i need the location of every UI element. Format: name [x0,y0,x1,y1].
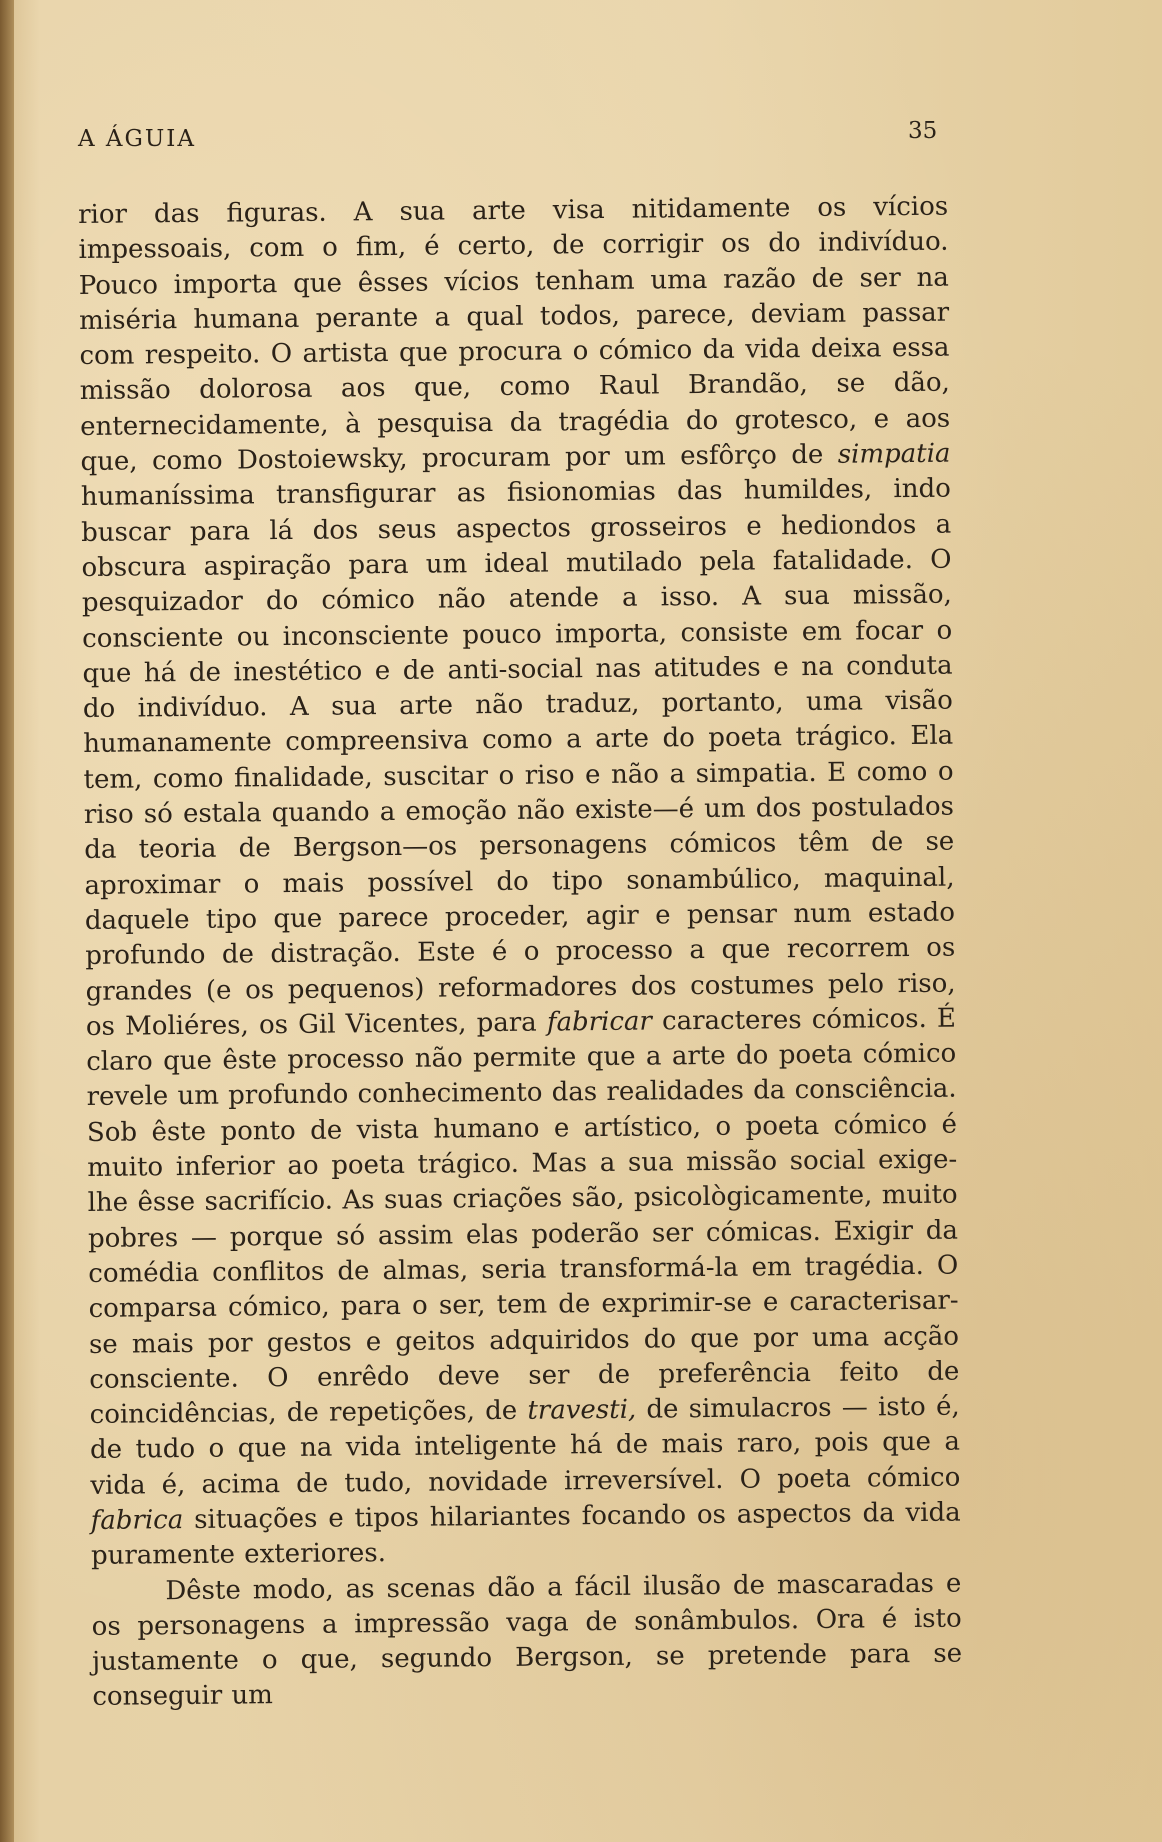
body-text [78,190,963,1716]
text-run: situações e tipos hilariantes focando os aspectos da vida puramente exteriores. [90,1497,961,1572]
text-run: humaníssima transfigurar as fisionomias das humildes, indo buscar para lá dos seus aspectos grosseiros e hediondos a obscura aspiração para um ideal mutilado pela fatalidade. O pesquizador do cómico não atende a isso. A sua missão, consciente ou inconsciente pouco importa, consiste em focar o que há de inestético e de anti-social nas atitudes e na conduta do indivíduo. A sua arte não traduz, portanto, uma visão humanamente compreensiva como a arte do poeta trágico. Ela tem, como finalidade, suscitar o riso e não a simpatia. E como o riso só estala quando a emoção não existe—é um dos postulados da teoria de Bergson—os personagens cómicos têm de se aproximar o mais possível do tipo sonambúlico, maquinal, daquele tipo que parece proceder, agir e pensar num estado profundo de distração. Este é o processo a que recorrem os grandes (e os pequenos) reformadores dos costumes pelo riso, os Moliéres, os Gil Vicentes, para [80,474,956,1042]
text-run: de simulacros — isto é, de tudo o que na vida inteligente há de mais raro, pois que a vida é, acima de tudo, novidade irreversível. O poeta cómico [89,1391,961,1501]
italic-term: fabrica [90,1505,184,1536]
text-run: rior das figuras. A sua arte visa nitidamente os vícios impessoais, com o fim, é certo, de corrigir os do indivíduo. Pouco importa que êsses vícios tenham uma razão de ser na miséria humana perante a qual todos, parece, deviam passar com respeito. O artista que procura o cómico da vida deixa essa missão dolorosa aos que, como Raul Brandão, se dão, enternecidamente, à pesquisa da tragédia do grotesco, e aos que, como Dostoiewsky, procuram por um esfôrço de [78,191,951,478]
running-title: A ÁGUIA [78,126,196,152]
italic-term: fabricar [546,1006,653,1038]
paragraph-2: Dêste modo, as scenas dão a fácil ilusão de mascaradas e os personagens a impressão vaga de sonâmbulos. Ora é isto justamente o que, segundo Bergson, se pretende para se conseguir um [91,1568,963,1713]
italic-term: simpatia [837,438,951,470]
page-number: 35 [908,118,938,144]
text-run: caracteres cómicos. É claro que êste processo não permite que a arte do poeta cómico revele um profundo conhecimento das realidades da consciência. Sob êste ponto de vista humano e artístico, o poeta cómico é muito inferior ao poeta trágico. Mas a sua missão social exige-lhe êsse sacrifício. As suas criações são, psicològicamente, muito pobres — porque só assim elas poderão ser cómicas. Exigir da comédia conflitos de almas, seria transformá-la em tragédia. O comparsa cómico, para o ser, tem de exprimir-se e caracterisar-se mais por gestos e geitos adquiridos do que por uma acção consciente. O enrêdo deve ser de preferência feito de coincidências, de repetições, de [86,1003,960,1431]
paragraph-1 [78,190,961,1575]
italic-term: travesti, [527,1394,637,1426]
page-spine-edge [0,0,14,1842]
